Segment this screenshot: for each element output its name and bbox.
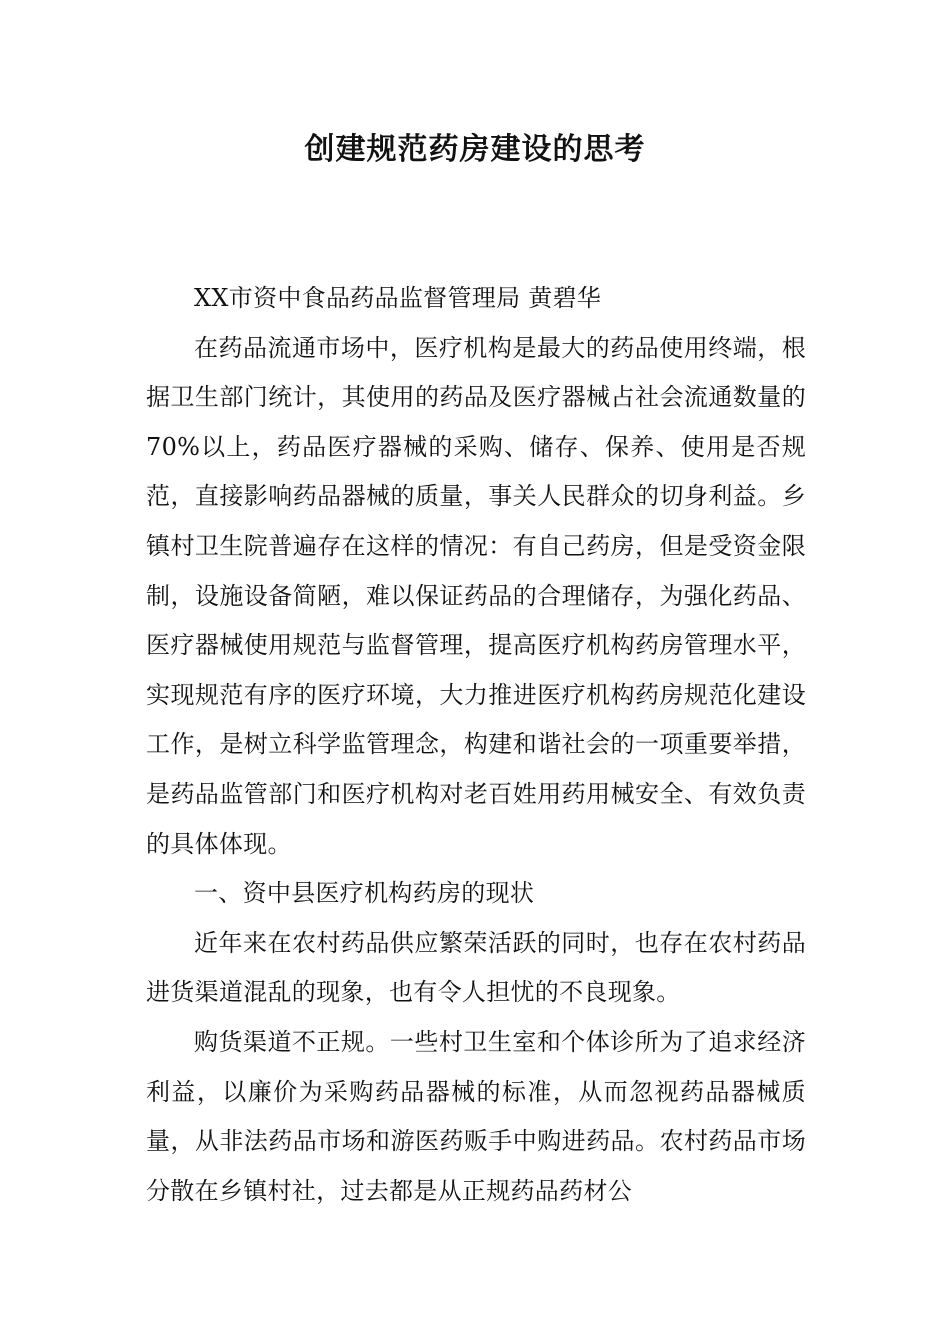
section-heading: 一、资中县医疗机构药房的现状: [194, 879, 535, 908]
body-paragraph: 购货渠道不正规。一些村卫生室和个体诊所为了追求经济利益，以廉价为采购药品器械的标准，从而忽视药品器械质量，从非法药品市场和游医药贩手中购进药品。农村药品市场分散在乡镇村社，过去都是从正规药品药材公: [146, 1027, 806, 1205]
document-title: 创建规范药房建设的思考: [304, 132, 646, 167]
author-line: XX市资中食品药品监督管理局 黄碧华: [194, 284, 602, 312]
body-paragraph: 近年来在农村药品供应繁荣活跃的同时，也存在农村药品进货渠道混乱的现象，也有令人担忧的不良现象。: [146, 928, 806, 1007]
intro-paragraph: 在药品流通市场中，医疗机构是最大的药品使用终端，根据卫生部门统计，其使用的药品及医疗器械占社会流通数量的70%以上，药品医疗器械的采购、储存、保养、使用是否规范，直接影响药品器械的质量，事关人民群众的切身利益。乡镇村卫生院普遍存在这样的情况：有自己药房，但是受资金限制，设施设备简陋，难以保证药品的合理储存，为强化药品、医疗器械使用规范与监督管理，提高医疗机构药房管理水平，实现规范有序的医疗环境，大力推进医疗机构药房规范化建设工作，是树立科学监管理念，构建和谐社会的一项重要举措，是药品监管部门和医疗机构对老百姓用药用械安全、有效负责的具体体现。: [146, 333, 806, 858]
document-body: [146, 274, 806, 1216]
